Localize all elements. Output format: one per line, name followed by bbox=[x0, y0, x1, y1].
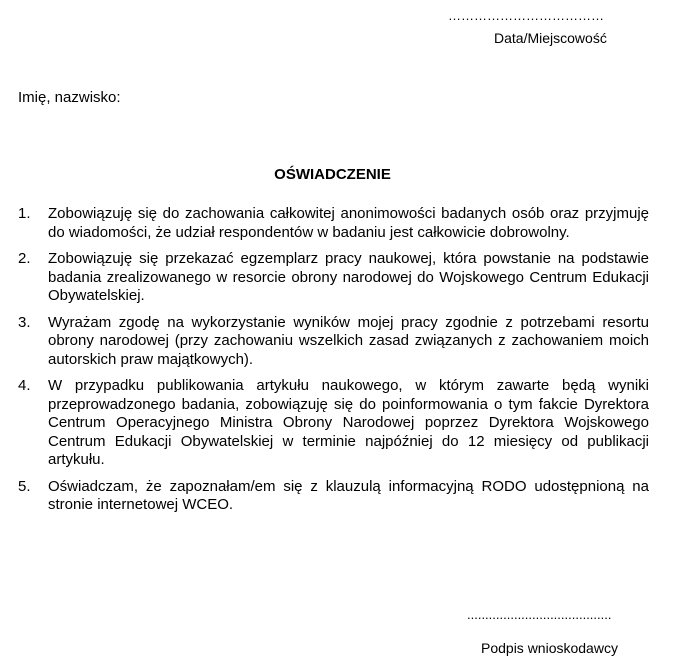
item-text: Wyrażam zgodę na wykorzystanie wyników mojej pracy zgodnie z potrzebami resortu obrony narodowej (przy zachowaniu wszelkich zasad związanych z zachowaniem moich autorskich praw majątkowych). bbox=[48, 313, 649, 368]
name-label: Imię, nazwisko: bbox=[18, 89, 121, 106]
declaration-list bbox=[18, 205, 649, 523]
signature-label: Podpis wnioskodawcy bbox=[481, 640, 618, 656]
declaration-item bbox=[18, 250, 649, 306]
item-text: Oświadczam, że zapoznałam/em się z klauzulą informacyjną RODO udostępnioną na stronie internetowej WCEO. bbox=[48, 477, 649, 513]
item-text: Zobowiązuję się do zachowania całkowitej anonimowości badanych osób oraz przyjmuję do wiadomości, że udział respondentów w badaniu jest całkowicie dobrowolny. bbox=[48, 205, 649, 241]
item-number: 4. bbox=[18, 377, 31, 394]
signature-line: ........................................ bbox=[467, 607, 612, 622]
declaration-item bbox=[18, 478, 649, 515]
item-number: 1. bbox=[18, 205, 31, 222]
document-title: OŚWIADCZENIE bbox=[274, 166, 391, 183]
item-number: 3. bbox=[18, 313, 31, 331]
declaration-item bbox=[18, 205, 649, 242]
declaration-item bbox=[18, 314, 649, 370]
date-place-label: Data/Miejscowość bbox=[494, 30, 607, 46]
item-text: Zobowiązuję się przekazać egzemplarz pracy naukowej, która powstanie na podstawie badania zrealizowanego w resorcie obrony narodowej do Wojskowego Centrum Edukacji Obywatelskiej. bbox=[48, 250, 649, 304]
item-text: W przypadku publikowania artykułu naukowego, w którym zawarte będą wyniki przeprowadzonego badania, zobowiązuję się do poinformowania o tym fakcie Dyrektora Centrum Operacyjnego Ministra Obrony Narodowej poprzez Dyrektora Wojskowego Centrum Edukacji Obywatelskiej w terminie najpóźniej do 12 miesięcy od publikacji artykułu. bbox=[48, 377, 649, 468]
declaration-item bbox=[18, 377, 649, 470]
item-number: 2. bbox=[18, 250, 31, 267]
date-signature-line: ……………………………… bbox=[448, 8, 604, 23]
item-number: 5. bbox=[18, 477, 31, 495]
